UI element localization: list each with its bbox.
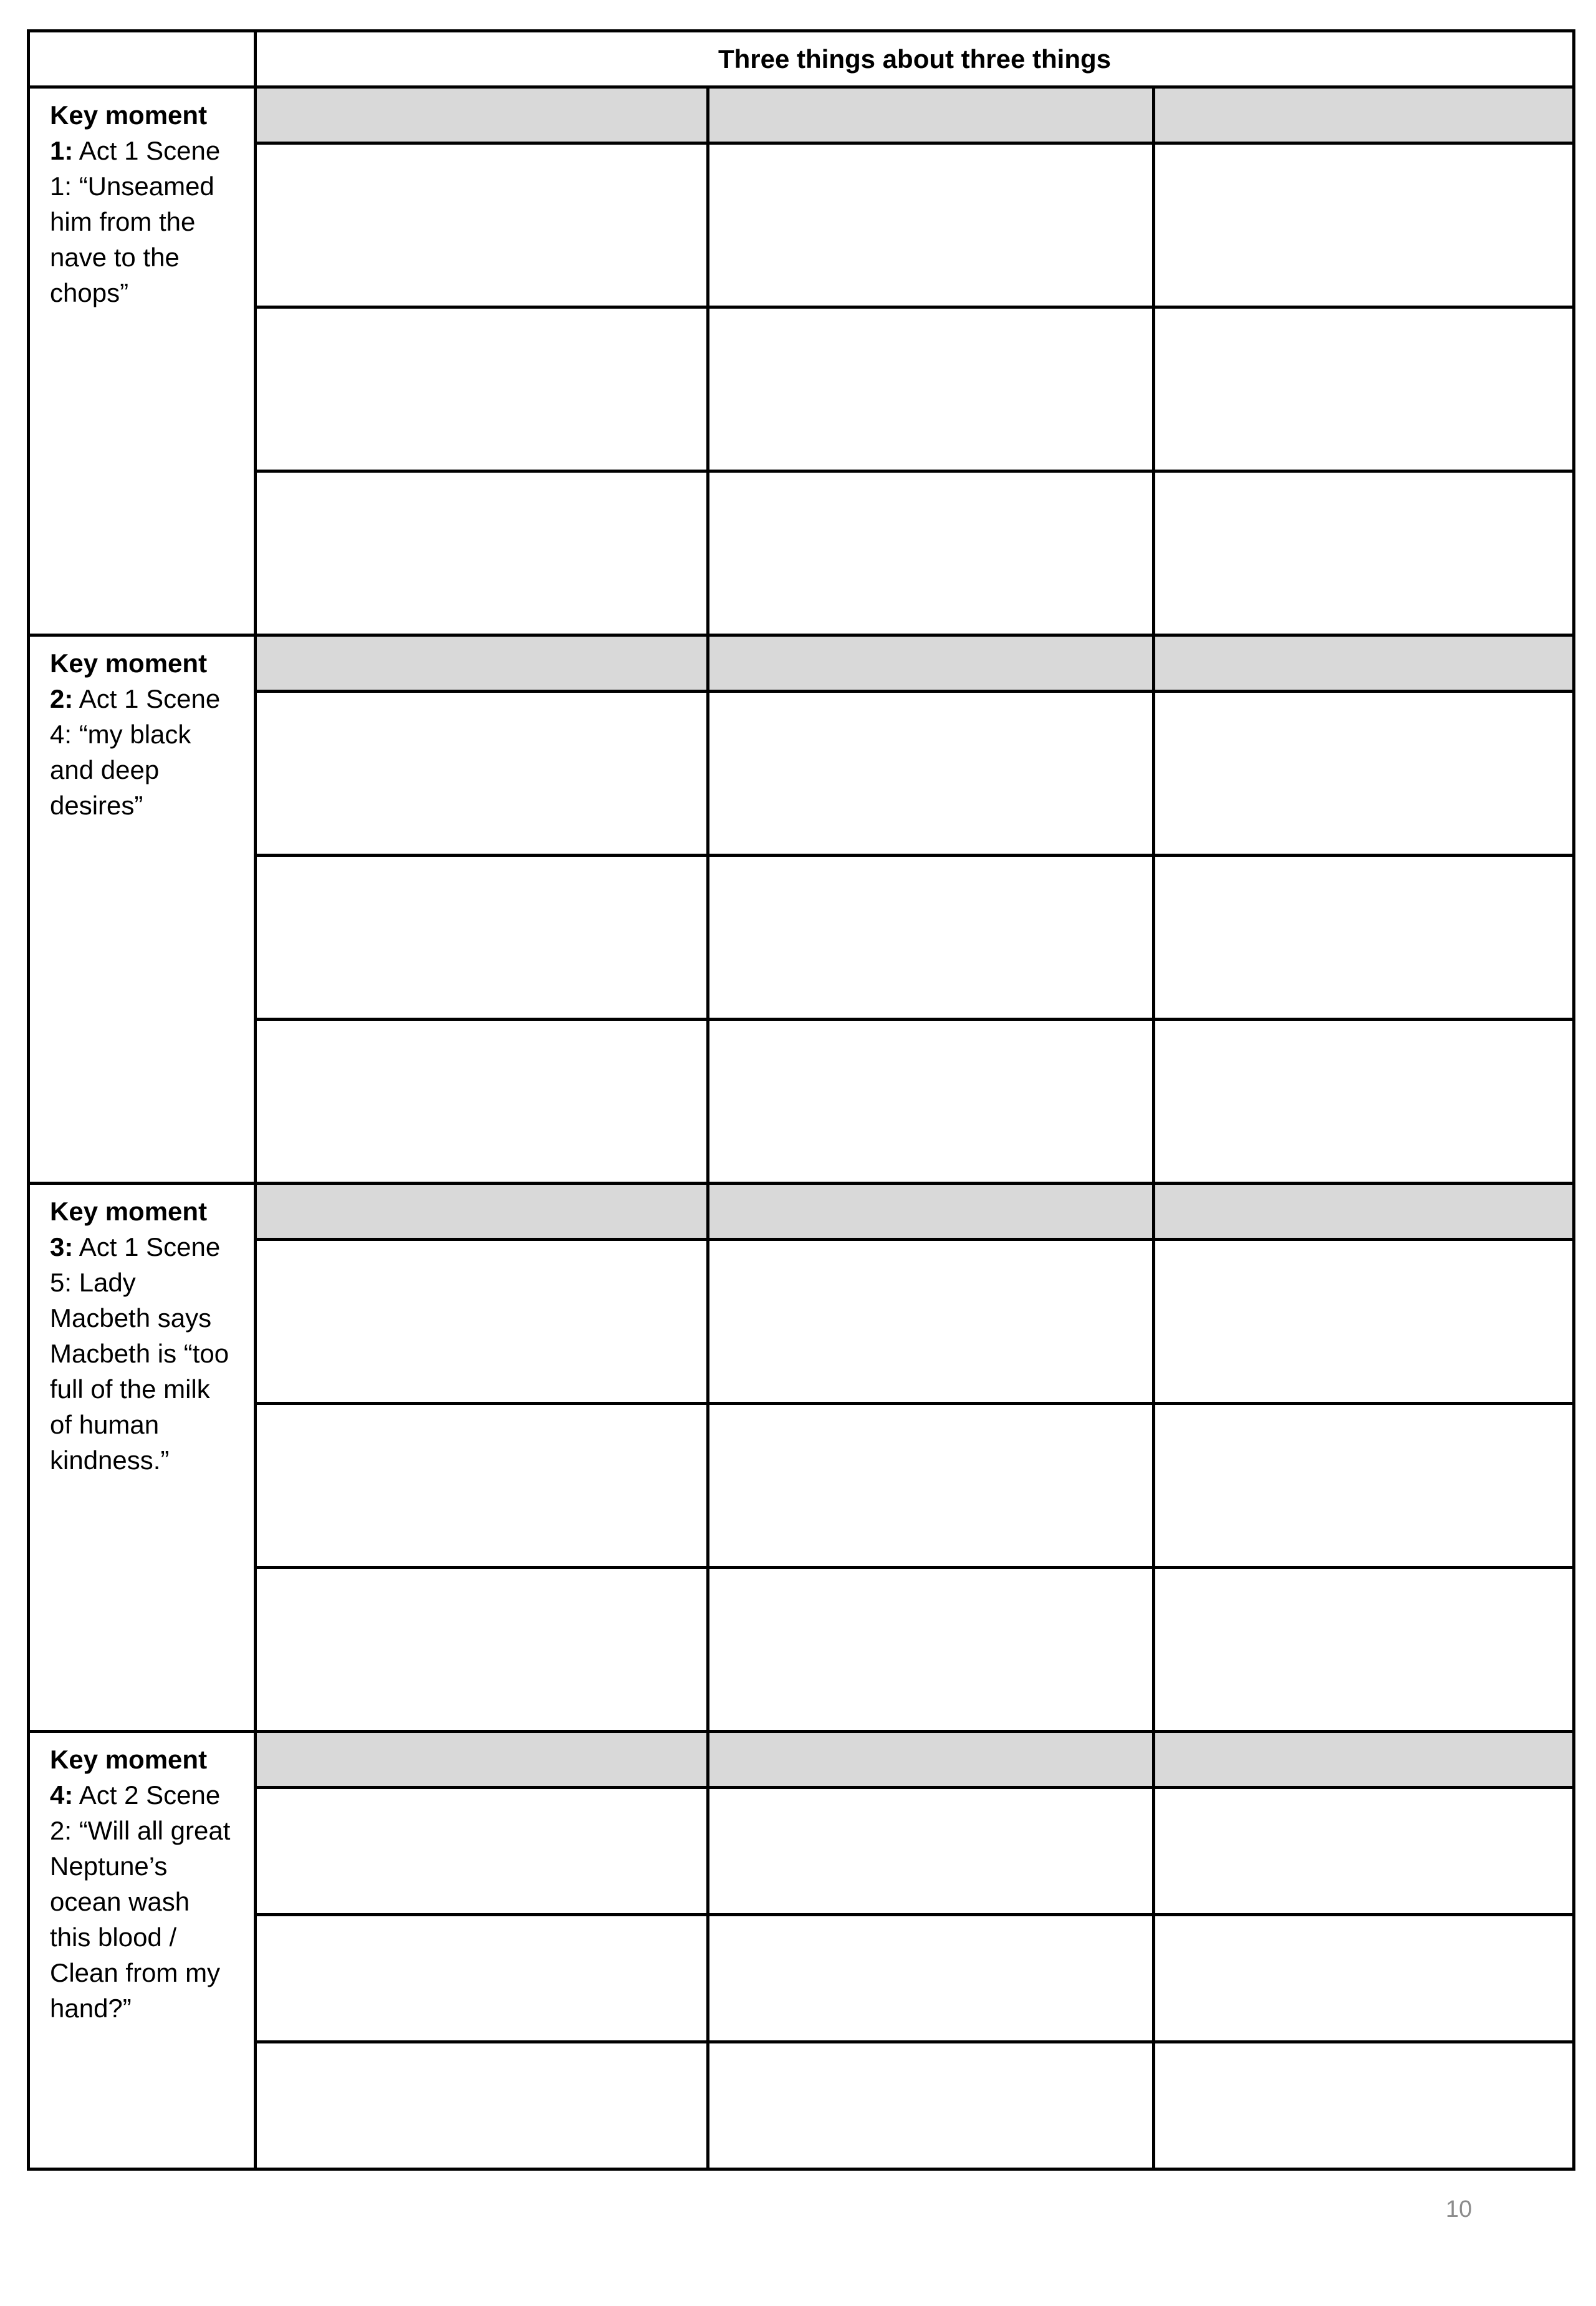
shaded-heading-cell[interactable] [1154,1184,1574,1240]
key-moment-title: Key moment [50,1197,208,1226]
table-row [29,1788,1574,1915]
shaded-heading-cell[interactable] [1154,87,1574,143]
shaded-heading-cell[interactable] [256,87,708,143]
key-moment-title: Key moment [50,649,208,678]
key-moment-text: Act 1 Scene 5: Lady Macbeth says Macbeth is “too full of the milk of human kindness.” [50,1232,229,1475]
table-row [29,1915,1574,2042]
key-moment-number: 4: [50,1780,74,1810]
table-row [29,1568,1574,1732]
answer-cell[interactable] [708,471,1154,635]
shaded-heading-cell[interactable] [1154,1732,1574,1788]
answer-cell[interactable] [708,307,1154,471]
answer-cell[interactable] [1154,471,1574,635]
answer-cell[interactable] [1154,856,1574,1020]
key-moment-title: Key moment [50,1745,208,1774]
shaded-heading-cell[interactable] [1154,635,1574,692]
table-row [29,1184,1574,1240]
key-moment-text: Act 1 Scene 1: “Unseamed him from the nave to the chops” [50,136,221,307]
key-moment-3-label [29,1184,256,1732]
answer-cell[interactable] [1154,1404,1574,1568]
answer-cell[interactable] [256,856,708,1020]
answer-cell[interactable] [1154,2042,1574,2169]
shaded-heading-cell[interactable] [708,87,1154,143]
table-row [29,1020,1574,1184]
shaded-heading-cell[interactable] [708,1732,1154,1788]
table-row [29,471,1574,635]
key-moment-number: 1: [50,136,74,165]
answer-cell[interactable] [256,1568,708,1732]
header-empty-cell [29,31,256,87]
answer-cell[interactable] [1154,1240,1574,1404]
key-moment-number: 2: [50,684,74,713]
answer-cell[interactable] [708,143,1154,307]
table-row [29,87,1574,143]
shaded-heading-cell[interactable] [256,1184,708,1240]
key-moment-text: Act 2 Scene 2: “Will all great Neptune’s ocean wash this blood / Clean from my hand?” [50,1780,231,2023]
answer-cell[interactable] [1154,1020,1574,1184]
header-row [29,31,1574,87]
answer-cell[interactable] [256,1020,708,1184]
answer-cell[interactable] [708,1240,1154,1404]
answer-cell[interactable] [1154,692,1574,856]
shaded-heading-cell[interactable] [708,635,1154,692]
page-number: 10 [1445,2196,1473,2222]
answer-cell[interactable] [256,1788,708,1915]
worksheet-table-wrapper [27,29,1572,2171]
shaded-heading-cell[interactable] [256,1732,708,1788]
answer-cell[interactable] [708,856,1154,1020]
table-row [29,692,1574,856]
answer-cell[interactable] [256,1404,708,1568]
key-moment-number: 3: [50,1232,74,1262]
answer-cell[interactable] [256,307,708,471]
answer-cell[interactable] [708,1404,1154,1568]
answer-cell[interactable] [256,692,708,856]
answer-cell[interactable] [256,471,708,635]
table-row [29,307,1574,471]
table-row [29,2042,1574,2169]
table-title: Three things about three things [256,31,1574,87]
answer-cell[interactable] [708,2042,1154,2169]
answer-cell[interactable] [708,1915,1154,2042]
answer-cell[interactable] [1154,143,1574,307]
table-row [29,143,1574,307]
table-row [29,635,1574,692]
key-moment-text: Act 1 Scene 4: “my black and deep desires” [50,684,221,820]
key-moment-title: Key moment [50,100,208,130]
answer-cell[interactable] [1154,307,1574,471]
shaded-heading-cell[interactable] [256,635,708,692]
answer-cell[interactable] [708,692,1154,856]
table-row [29,856,1574,1020]
answer-cell[interactable] [708,1568,1154,1732]
answer-cell[interactable] [256,2042,708,2169]
key-moment-1-label [29,87,256,635]
table-row [29,1240,1574,1404]
table-row [29,1732,1574,1788]
table-row [29,1404,1574,1568]
answer-cell[interactable] [256,1915,708,2042]
answer-cell[interactable] [1154,1915,1574,2042]
answer-cell[interactable] [256,143,708,307]
worksheet-table [27,29,1575,2171]
answer-cell[interactable] [708,1788,1154,1915]
shaded-heading-cell[interactable] [708,1184,1154,1240]
answer-cell[interactable] [1154,1568,1574,1732]
key-moment-4-label [29,1732,256,2169]
answer-cell[interactable] [708,1020,1154,1184]
key-moment-2-label [29,635,256,1184]
answer-cell[interactable] [256,1240,708,1404]
answer-cell[interactable] [1154,1788,1574,1915]
